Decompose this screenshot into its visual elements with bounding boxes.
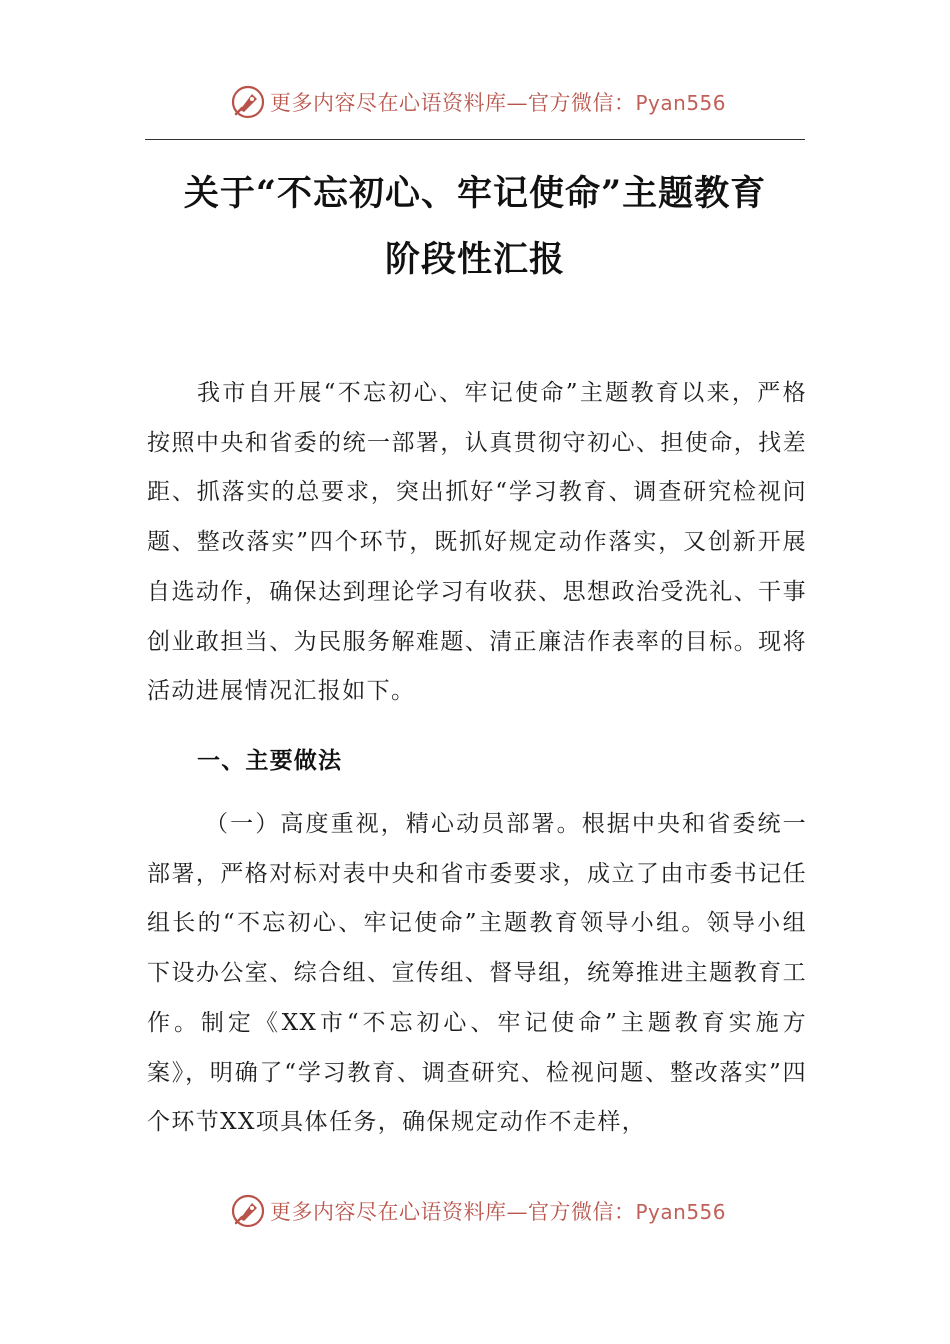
section-heading-main-practices: 一、主要做法 <box>197 748 343 774</box>
document-title-line-2: 阶段性汇报 <box>384 239 565 280</box>
pen-nib-logo-icon <box>230 84 266 120</box>
banner-main-text: 更多内容尽在心语资料库—官方微信： <box>270 1200 636 1224</box>
footer-banner <box>230 1193 726 1229</box>
header-banner <box>230 84 726 120</box>
banner-text <box>270 1196 726 1226</box>
intro-paragraph: 我市自开展“不忘初心、牢记使命”主题教育以来，严格按照中央和省委的统一部署，认真贯彻守初心、担使命，找差距、抓落实的总要求，突出抓好“学习教育、调查研究检视问题、整改落实”四个环节，既抓好规定动作落实，又创新开展自选动作，确保达到理论学习有收获、思想政治受洗礼、干事创业敢担当、为民服务解难题、清正廉洁作表率的目标。现将活动进展情况汇报如下。 <box>147 380 807 705</box>
banner-wechat-id: Pyan556 <box>635 1200 727 1224</box>
pen-nib-logo-icon <box>230 1193 266 1229</box>
header-divider <box>145 139 805 140</box>
section-paragraph: （一）高度重视，精心动员部署。根据中央和省委统一部署，严格对标对表中央和省市委要求，成立了由市委书记任组长的“不忘初心、牢记使命”主题教育领导小组。领导小组下设办公室、综合组、宣传组、督导组，统筹推进主题教育工作。制定《XX市“不忘初心、牢记使命”主题教育实施方案》，明确了“学习教育、调查研究、检视问题、整改落实”四个环节XX项具体任务，确保规定动作不走样， <box>147 811 807 1136</box>
banner-text <box>270 87 726 117</box>
document-title-line-1: 关于“不忘初心、牢记使命”主题教育 <box>183 173 767 214</box>
banner-main-text: 更多内容尽在心语资料库—官方微信： <box>270 91 636 115</box>
banner-wechat-id: Pyan556 <box>635 91 727 115</box>
